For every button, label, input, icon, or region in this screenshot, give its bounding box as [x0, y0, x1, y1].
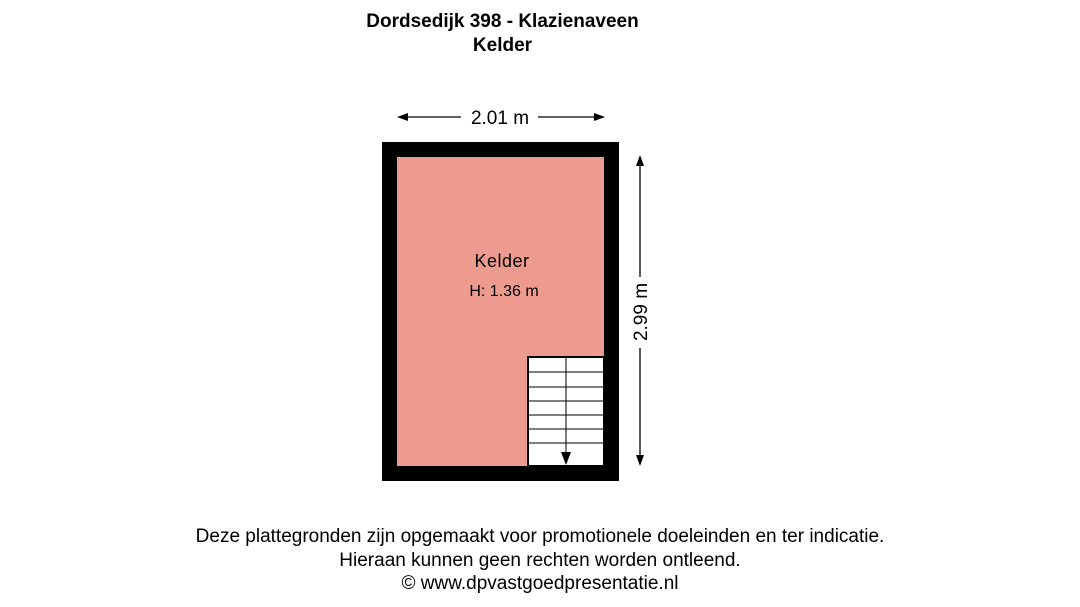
plan-floor-title: Kelder [472, 35, 533, 56]
arrow-right-icon [594, 113, 605, 121]
arrow-down-icon [636, 455, 644, 466]
height-dimension [631, 155, 652, 466]
room-ceiling-height: H: 1.36 m [469, 283, 539, 300]
arrow-up-icon [636, 155, 644, 166]
width-dimension [397, 108, 605, 129]
width-label: 2.01 m [470, 108, 530, 129]
room-name: Kelder [474, 251, 530, 271]
arrow-left-icon [397, 113, 408, 121]
plan-address-title: Dordsedijk 398 - Klazienaveen [366, 11, 639, 32]
copyright-line: © www.dpvastgoedpresentatie.nl [401, 573, 679, 594]
height-label: 2.99 m [631, 282, 652, 342]
disclaimer-line-2: Hieraan kunnen geen rechten worden ontleend. [339, 550, 741, 571]
disclaimer-line-1: Deze plattegronden zijn opgemaakt voor promotionele doeleinden en ter indicatie. [195, 526, 885, 547]
staircase [528, 357, 604, 466]
